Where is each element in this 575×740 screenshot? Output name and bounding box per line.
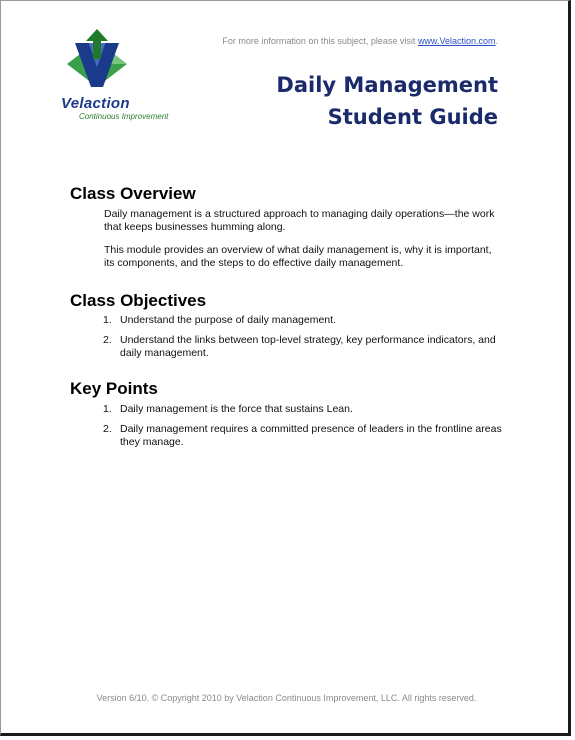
objectives-list	[103, 314, 507, 367]
key-points-heading: Key Points	[70, 379, 158, 398]
velaction-logo	[55, 29, 169, 124]
info-line	[222, 36, 498, 46]
list-item-text: Daily management requires a committed presence of leaders in the frontline areas they manage.	[120, 423, 502, 448]
list-item-number: 2.	[103, 334, 112, 346]
velaction-logo-icon	[55, 29, 165, 99]
logo-wordmark: Velaction	[61, 95, 130, 112]
list-item-number: 1.	[103, 403, 112, 415]
overview-paragraph-2: This module provides an overview of what daily management is, why it is important, its components, and the steps to do effective daily management.	[104, 244, 492, 269]
list-item	[103, 423, 507, 449]
list-item-text: Daily management is the force that sustains Lean.	[120, 403, 353, 415]
overview-paragraph-1: Daily management is a structured approach to managing daily operations—the work that keeps businesses humming along.	[104, 208, 495, 233]
copyright-footer: Version 6/10. © Copyright 2010 by Velaction Continuous Improvement, LLC. All rights reserved.	[96, 693, 477, 703]
title-line-1: Daily Management	[276, 73, 498, 97]
list-item-text: Understand the purpose of daily management.	[120, 314, 336, 326]
list-item-number: 2.	[103, 423, 112, 435]
info-prefix: For more information on this subject, please visit	[222, 36, 418, 46]
page-title	[276, 69, 498, 133]
list-item-text: Understand the links between top-level strategy, key performance indicators, and daily management.	[120, 334, 496, 359]
list-item	[103, 314, 507, 327]
logo-tagline: Continuous Improvement	[79, 112, 169, 121]
list-item-number: 1.	[103, 314, 112, 326]
list-item	[103, 403, 507, 416]
list-item	[103, 334, 507, 360]
class-overview-heading: Class Overview	[70, 184, 196, 203]
key-points-list	[103, 403, 507, 456]
website-link[interactable]: www.Velaction.com	[417, 36, 496, 46]
info-suffix: .	[495, 36, 498, 46]
title-line-2: Student Guide	[327, 105, 498, 129]
class-objectives-heading: Class Objectives	[70, 291, 207, 310]
